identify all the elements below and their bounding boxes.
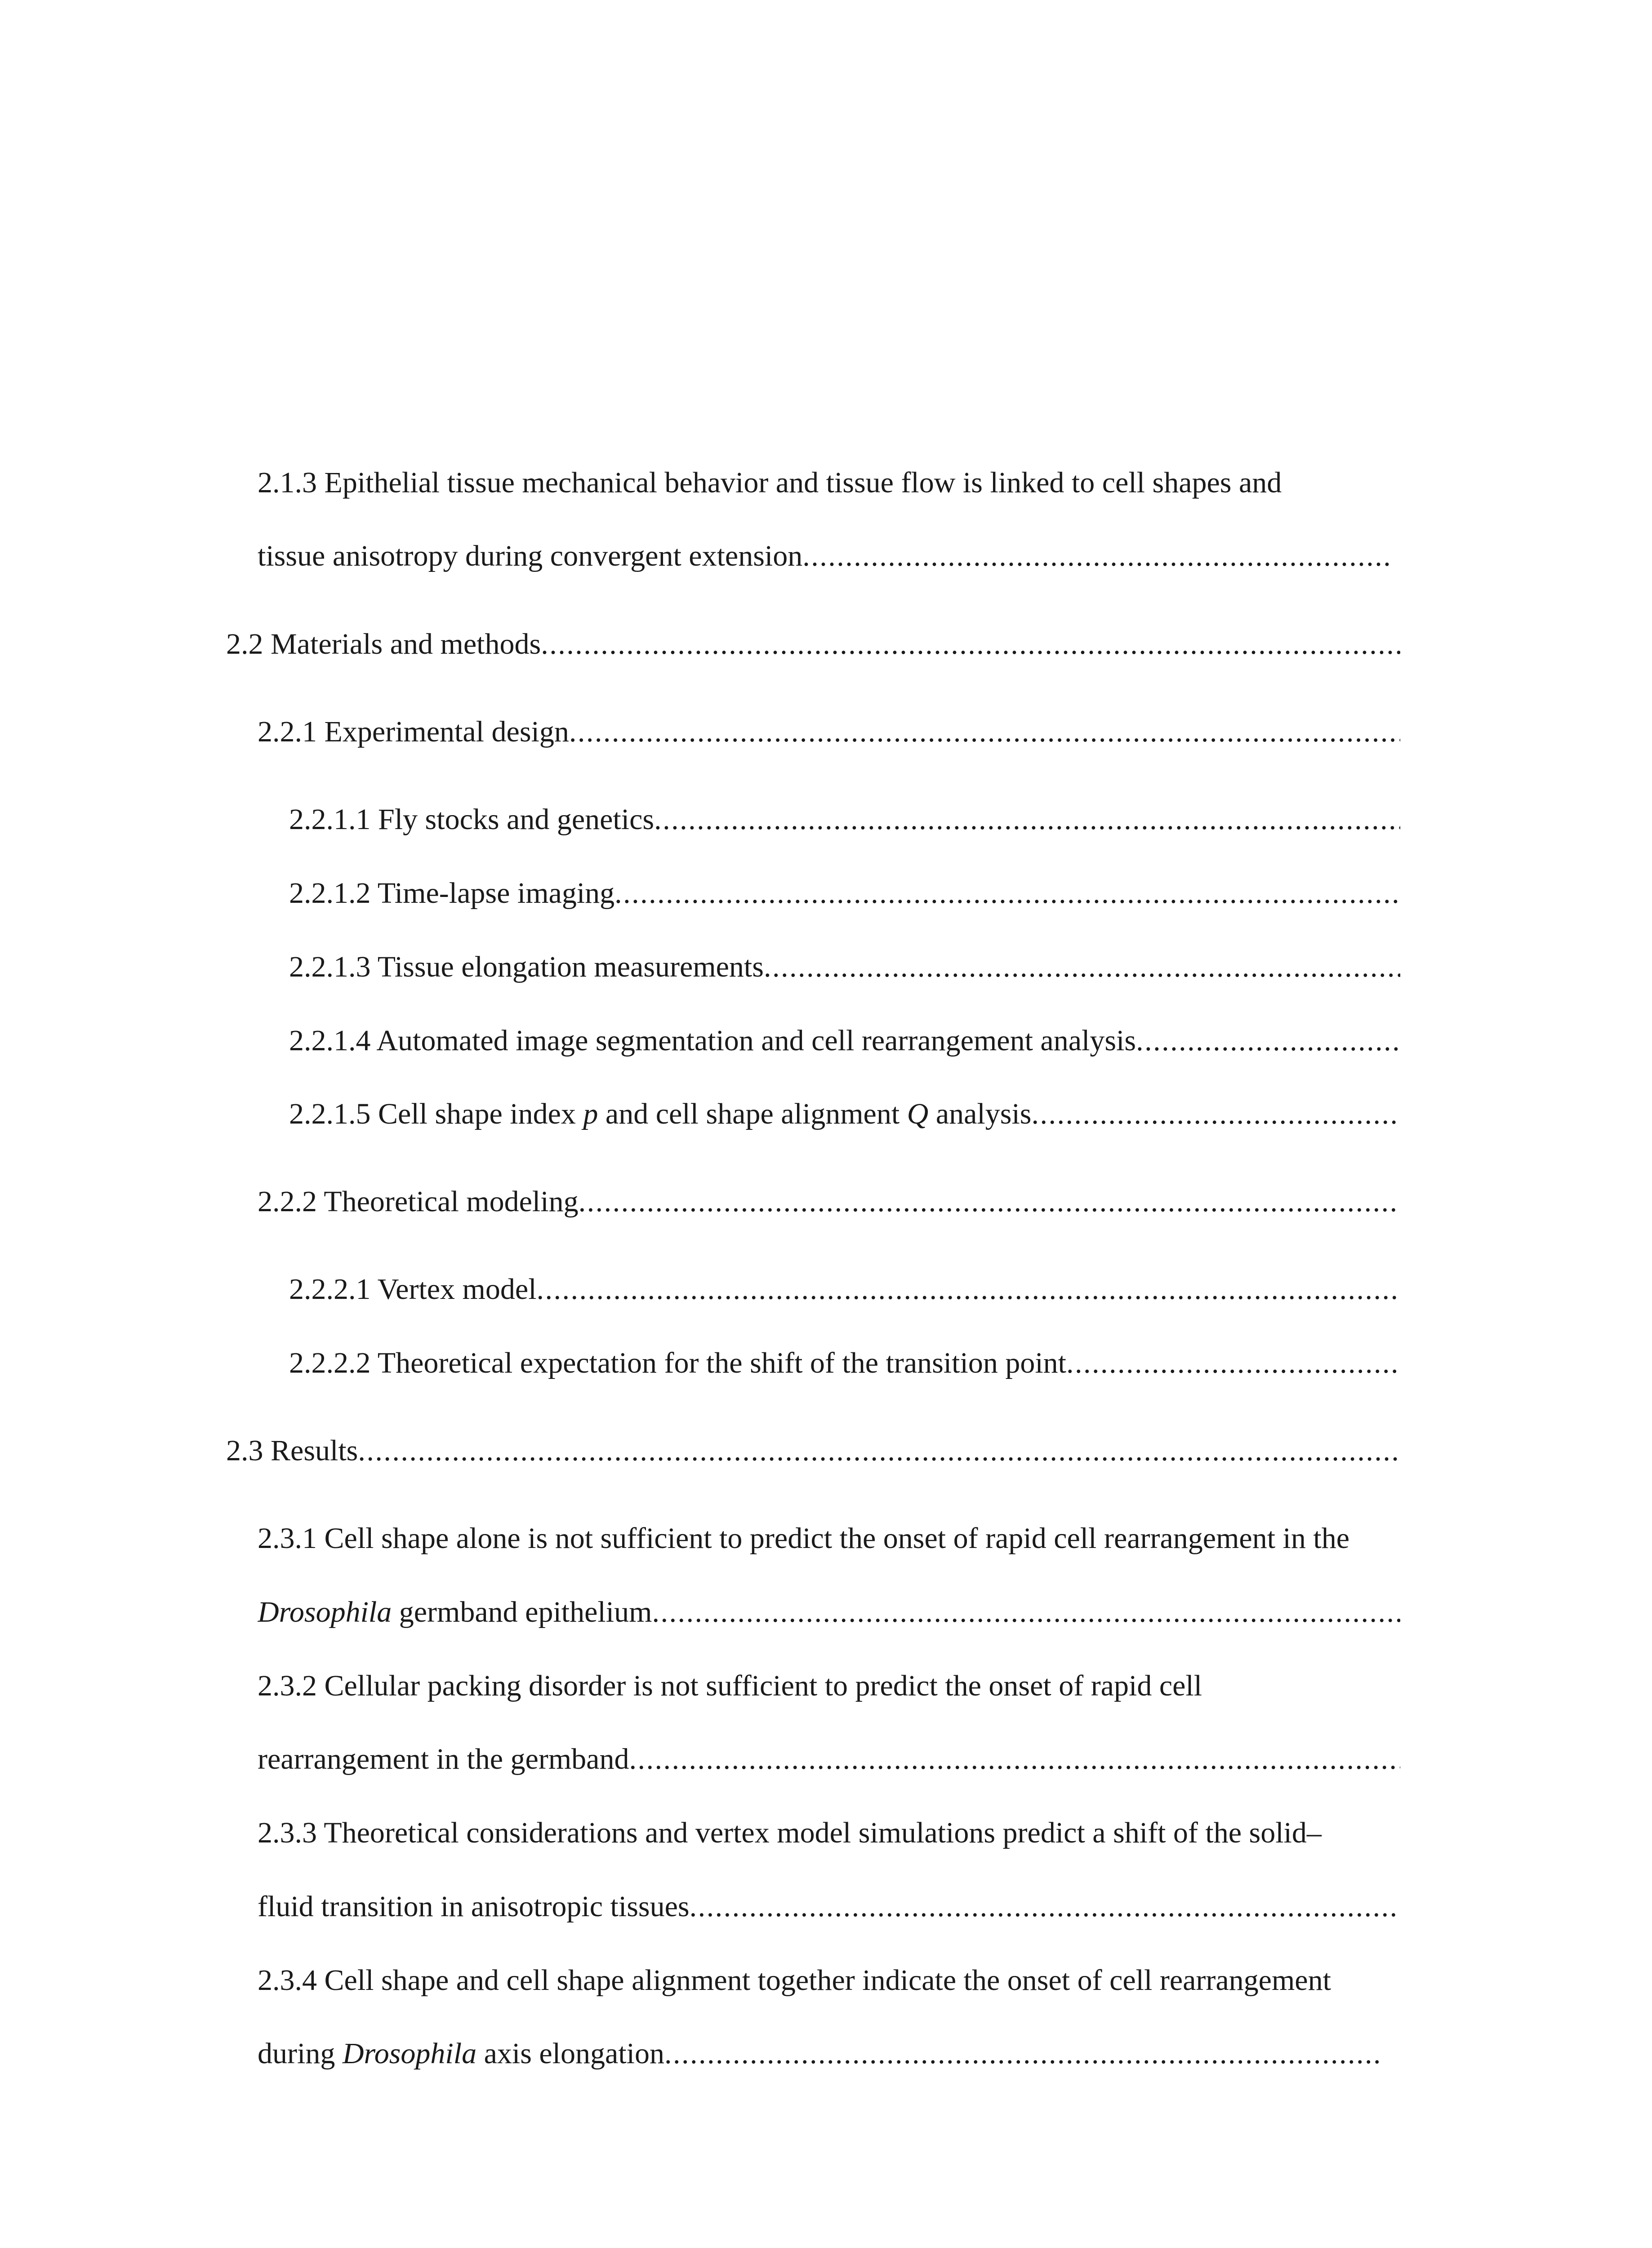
toc-entry-2-3-4-line1: 2.3.4 Cell shape and cell shape alignment together indicate the onset of cell rearrangement (258, 1964, 1331, 1997)
toc-entry-2-2-1-5: 2.2.1.5 Cell shape index p and cell shape alignment Q analysis . . . (289, 1096, 1400, 1132)
leader-dots (614, 875, 1400, 911)
toc-entry-2-2-1-1: 2.2.1.1 Fly stocks and genetics . . . (289, 802, 1400, 838)
leader-dots (802, 538, 1390, 574)
leader-dots (1136, 1023, 1400, 1059)
toc-entry-2-3-2-line2: rearrangement in the germband . . . (258, 1741, 1400, 1777)
toc-entry-2-3-2-line1: 2.3.2 Cellular packing disorder is not sufficient to predict the onset of rapid cell (258, 1669, 1202, 1702)
leader-dots (629, 1741, 1400, 1777)
toc-entry-2-3-1-line1: 2.3.1 Cell shape alone is not sufficient to predict the onset of rapid cell rearrangement in the (258, 1522, 1350, 1555)
toc-entry-2-3-3-line1: 2.3.3 Theoretical considerations and vertex model simulations predict a shift of the solid– (258, 1816, 1322, 1849)
toc-entry-2-2: 2.2 Materials and methods . . . (226, 626, 1400, 662)
toc-entry-2-2-2: 2.2.2 Theoretical modeling . . . (258, 1184, 1400, 1220)
toc-entry-2-3-3-line2: fluid transition in anisotropic tissues . . . (258, 1889, 1400, 1925)
leader-dots (690, 1889, 1400, 1925)
leader-dots (654, 802, 1400, 838)
leader-dots (358, 1433, 1400, 1469)
toc-entry-2-2-1-4: 2.2.1.4 Automated image segmentation and cell rearrangement analysis . . . (289, 1023, 1400, 1059)
leader-dots (664, 2036, 1384, 2072)
leader-dots (764, 949, 1400, 985)
leader-dots (579, 1184, 1400, 1220)
toc-entry-2-3-1-line2: Drosophila germband epithelium . . . (258, 1594, 1400, 1630)
leader-dots (652, 1594, 1400, 1630)
toc-entry-2-3-4-line2: during Drosophila axis elongation . . . (258, 2036, 1384, 2072)
leader-dots (569, 714, 1400, 750)
leader-dots (537, 1271, 1400, 1307)
leader-dots (541, 626, 1400, 662)
toc-entry-2-1-3-line1: 2.1.3 Epithelial tissue mechanical behavior and tissue flow is linked to cell shapes and (258, 466, 1282, 499)
toc-entry-2-2-1-3: 2.2.1.3 Tissue elongation measurements . . . (289, 949, 1400, 985)
toc-entry-2-2-1-2: 2.2.1.2 Time-lapse imaging . . . (289, 875, 1400, 911)
leader-dots (1066, 1345, 1400, 1381)
toc-entry-2-2-2-1: 2.2.2.1 Vertex model . . . (289, 1271, 1400, 1307)
toc-entry-2-2-1: 2.2.1 Experimental design . . . (258, 714, 1400, 750)
leader-dots (1031, 1096, 1400, 1132)
toc-entry-2-2-2-2: 2.2.2.2 Theoretical expectation for the shift of the transition point . . . (289, 1345, 1400, 1381)
toc-entry-2-3: 2.3 Results . . . (226, 1433, 1400, 1469)
toc-entry-2-1-3-line2: tissue anisotropy during convergent extension . . . (258, 538, 1390, 574)
